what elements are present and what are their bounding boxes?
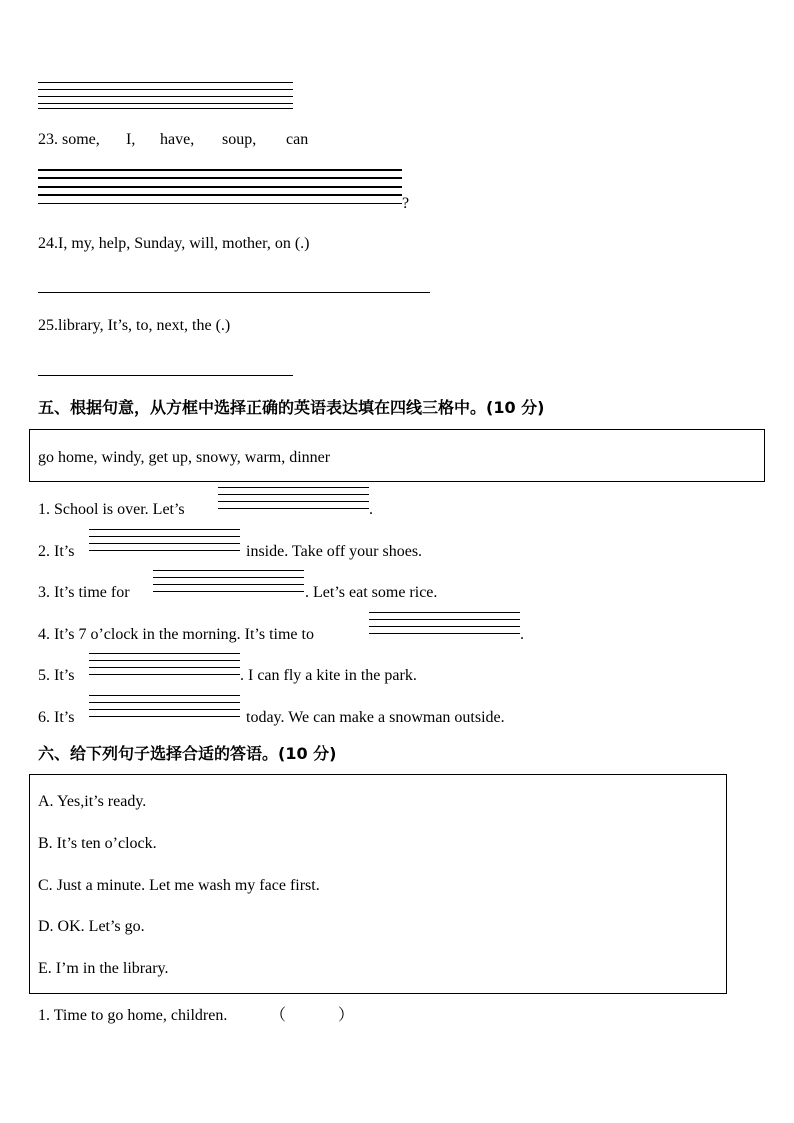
four-line-grid-2[interactable] [89, 529, 240, 551]
answer-paren-close: ） [338, 1007, 355, 1024]
fill-item-5-suffix: . I can fly a kite in the park. [240, 667, 417, 684]
four-line-grid-1[interactable] [218, 487, 369, 509]
fill-item-2-suffix: inside. Take off your shoes. [246, 543, 423, 560]
fill-item-5-prefix: 5. It’s [38, 667, 75, 684]
word: soup, [222, 131, 257, 148]
question-23 [38, 130, 100, 150]
option-b: B. It’s ten o’clock. [38, 835, 157, 852]
word-bank-box [29, 429, 765, 482]
fill-item-3-suffix: . Let’s eat some rice. [305, 584, 438, 601]
option-a: A. Yes,it’s ready. [38, 793, 147, 810]
answer-line-q24[interactable] [38, 292, 430, 293]
question-25 [38, 316, 230, 336]
fill-item-6-suffix: today. We can make a snowman outside. [246, 709, 505, 726]
four-line-grid-6[interactable] [89, 695, 240, 717]
fill-item-4-suffix: . [520, 626, 524, 643]
fill-item-6-prefix: 6. It’s [38, 709, 75, 726]
fill-item-1-suffix: . [369, 501, 373, 518]
fill-item-2-prefix: 2. It’s [38, 543, 75, 560]
answer-blank[interactable] [290, 1006, 340, 1026]
question-mark: ? [402, 195, 410, 212]
word-bank-text: go home, windy, get up, snowy, warm, dinner [38, 449, 331, 466]
section-6-title: 六、给下列句子选择合适的答语。(10 分) [38, 744, 337, 763]
question-number: 25. [38, 317, 58, 334]
word: some, [62, 131, 100, 148]
option-d: D. OK. Let’s go. [38, 918, 145, 935]
matching-question-1: 1. Time to go home, children. [38, 1007, 228, 1024]
answer-paren-open: （ [270, 1007, 287, 1024]
four-line-grid-3[interactable] [153, 570, 304, 592]
answer-options-box [29, 774, 727, 994]
question-text: library, It’s, to, next, the (.) [58, 317, 231, 334]
question-number: 23. [38, 131, 58, 148]
fill-item-1-prefix: 1. School is over. Let’s [38, 501, 185, 518]
word: can [286, 131, 309, 148]
question-24 [38, 234, 309, 254]
option-c: C. Just a minute. Let me wash my face first. [38, 877, 320, 894]
option-e: E. I’m in the library. [38, 960, 169, 977]
question-text: I, my, help, Sunday, will, mother, on (.) [58, 235, 310, 252]
word: I, [126, 131, 136, 148]
answer-line-q25[interactable] [38, 375, 293, 376]
fill-item-3-prefix: 3. It’s time for [38, 584, 130, 601]
section-5-title: 五、根据句意，从方框中选择正确的英语表达填在四线三格中。(10 分) [38, 398, 545, 417]
fill-item-4-prefix: 4. It’s 7 o’clock in the morning. It’s time to [38, 626, 314, 643]
four-line-grid-5[interactable] [89, 653, 240, 675]
word: have, [160, 131, 195, 148]
four-line-grid-4[interactable] [369, 612, 520, 634]
question-number: 24. [38, 235, 58, 252]
